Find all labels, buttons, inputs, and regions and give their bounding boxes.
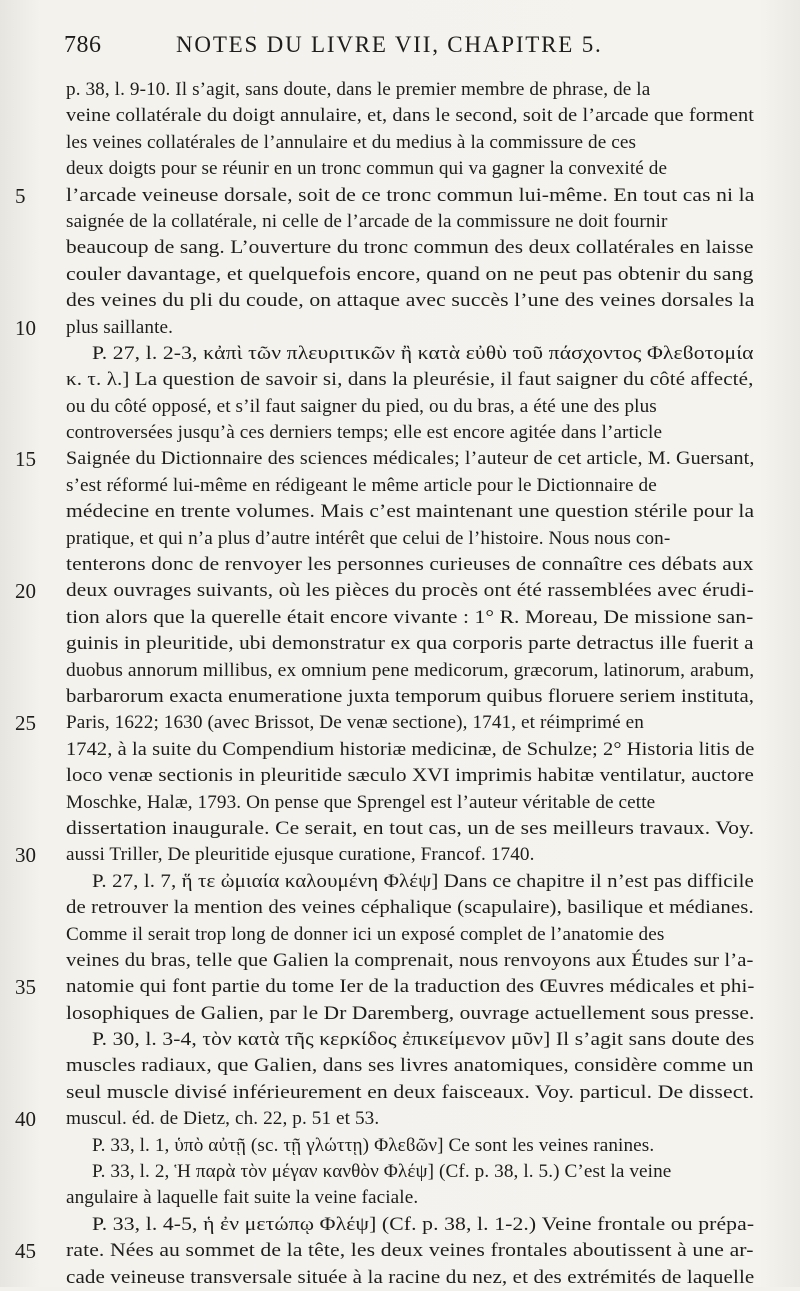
line-number: 15: [15, 447, 36, 472]
line-text: beaucoup de sang. L’ouverture du tronc commun des deux collatérales en laisse: [66, 237, 754, 259]
line-text: duobus annorum millibus, ex omnium pene medicorum, græcorum, latinorum, arabum,: [66, 659, 755, 681]
text-line: [0, 578, 800, 604]
line-number: 5: [15, 183, 26, 208]
text-line: [0, 1106, 800, 1132]
line-text: losophiques de Galien, par le Dr Daremberg, ouvrage actuellement sous presse.: [66, 1002, 755, 1024]
line-text: aussi Triller, De pleuritide ejusque curatione, Francof. 1740.: [66, 844, 535, 866]
line-text: deux ouvrages suivants, où les pièces du procès ont été rassemblées avec érudi-: [66, 580, 754, 602]
text-line: [0, 235, 800, 261]
running-head: NOTES DU LIVRE VII, CHAPITRE 5.: [176, 32, 603, 57]
line-text: guinis in pleuritide, ubi demonstratur ex qua corporis parte detractus ille fuerit a: [66, 633, 754, 655]
text-line: [0, 130, 800, 156]
line-text: veines du bras, telle que Galien la comprenait, nous renvoyons aux Études sur l’a-: [66, 949, 754, 971]
text-line: [0, 394, 800, 420]
text-line: [0, 288, 800, 314]
line-text: muscul. éd. de Dietz, ch. 22, p. 51 et 53.: [66, 1108, 380, 1130]
line-text: P. 27, l. 7, ἥ τε ὠμιαία καλουμένη Φλέψ] Dans ce chapitre il n’est pas difficile: [92, 870, 754, 892]
line-text: couler davantage, et quelquefois encore, quand on ne peut pas obtenir du sang: [66, 263, 754, 285]
text-line: [0, 1027, 800, 1053]
line-number: 30: [15, 843, 36, 868]
line-text: κ. τ. λ.] La question de savoir si, dans la pleurésie, il faut saigner du côté affecté,: [66, 369, 754, 391]
text-line: [0, 183, 800, 209]
line-text: P. 33, l. 1, ὑπὸ αὐτῇ (sc. τῇ γλώττῃ) Φλεϐῶν] Ce sont les veines ranines.: [92, 1134, 655, 1156]
text-line: [0, 710, 800, 736]
text-line: [0, 77, 800, 103]
line-text: P. 33, l. 2, Ἡ παρὰ τὸν μέγαν κανθὸν Φλέψ] (Cf. p. 38, l. 5.) C’est la veine: [92, 1161, 672, 1183]
line-number: 20: [15, 579, 36, 604]
text-line: [0, 842, 800, 868]
text-line: [0, 684, 800, 710]
text-line: [0, 103, 800, 129]
page-number: 786: [64, 32, 102, 58]
line-text: deux doigts pour se réunir en un tronc commun qui va gagner la convexité de: [66, 158, 668, 180]
text-line: [0, 1001, 800, 1027]
text-line: [0, 816, 800, 842]
line-text: veine collatérale du doigt annulaire, et, dans le second, soit de l’arcade que forment: [66, 105, 755, 127]
line-text: tion alors que la querelle était encore vivante : 1° R. Moreau, De missione san-: [66, 606, 754, 628]
text-line: [0, 367, 800, 393]
text-line: [0, 1185, 800, 1211]
text-line: [0, 499, 800, 525]
line-text: Saignée du Dictionnaire des sciences médicales; l’auteur de cet article, M. Guersant,: [66, 448, 755, 470]
line-text: 1742, à la suite du Compendium historiæ medicinæ, de Schulze; 2° Historia litis de: [66, 738, 755, 760]
text-line: [0, 869, 800, 895]
text-line: [0, 631, 800, 657]
line-text: s’est réformé lui-même en rédigeant le même article pour le Dictionnaire de: [66, 474, 657, 496]
text-line: [0, 341, 800, 367]
line-text: Moschke, Halæ, 1793. On pense que Sprengel est l’auteur véritable de cette: [66, 791, 656, 813]
line-text: tenterons donc de renvoyer les personnes curieuses de connaître ces débats aux: [66, 554, 754, 576]
text-line: [0, 1080, 800, 1106]
text-line: [0, 1212, 800, 1238]
line-text: dissertation inaugurale. Ce serait, en tout cas, un de ses meilleurs travaux. Voy.: [66, 817, 755, 839]
text-line: [0, 1053, 800, 1079]
line-text: les veines collatérales de l’annulaire et du medius à la commissure de ces: [66, 131, 637, 153]
text-line: [0, 790, 800, 816]
text-line: [0, 974, 800, 1000]
text-line: [0, 446, 800, 472]
line-text: saignée de la collatérale, ni celle de l’arcade de la commissure ne doit fournir: [66, 210, 668, 232]
text-line: [0, 552, 800, 578]
text-line: [0, 1159, 800, 1185]
text-line: [0, 420, 800, 446]
line-text: P. 27, l. 2-3, κἀπὶ τῶν πλευριτικῶν ἢ κατὰ εὐθὺ τοῦ πάσχοντος Φλεϐοτομία: [92, 342, 754, 364]
text-line: [0, 948, 800, 974]
line-number: 45: [15, 1239, 36, 1264]
line-text: cade veineuse transversale située à la racine du nez, et des extrémités de laquelle: [66, 1266, 755, 1288]
line-number: 40: [15, 1107, 36, 1132]
text-line: [0, 209, 800, 235]
text-line: [0, 658, 800, 684]
text-line: [0, 473, 800, 499]
page-header: [64, 32, 764, 66]
text-line: [0, 526, 800, 552]
text-line: [0, 315, 800, 341]
line-text: des veines du pli du coude, on attaque avec succès l’une des veines dorsales la: [66, 290, 755, 312]
text-line: [0, 1133, 800, 1159]
line-text: angulaire à laquelle fait suite la veine faciale.: [66, 1187, 419, 1209]
line-text: pratique, et qui n’a plus d’autre intérêt que celui de l’histoire. Nous nous con-: [66, 527, 671, 549]
line-text: P. 30, l. 3-4, τὸν κατὰ τῆς κερκίδος ἐπικείμενον μῦν] Il s’agit sans doute des: [92, 1029, 755, 1051]
line-text: médecine en trente volumes. Mais c’est maintenant une question stérile pour la: [66, 501, 755, 523]
line-number: 25: [15, 711, 36, 736]
body-text: [0, 77, 800, 1291]
text-line: [0, 763, 800, 789]
text-line: [0, 1238, 800, 1264]
line-text: muscles radiaux, que Galien, dans ses livres anatomiques, considère comme un: [66, 1055, 754, 1077]
line-text: Comme il serait trop long de donner ici un exposé complet de l’anatomie des: [66, 923, 665, 945]
line-text: barbarorum exacta enumeratione juxta temporum quibus floruere seriem instituta,: [66, 685, 755, 707]
line-text: l’arcade veineuse dorsale, soit de ce tronc commun lui-même. En tout cas ni la: [66, 184, 755, 206]
text-line: [0, 156, 800, 182]
line-text: rate. Nées au sommet de la tête, les deux veines frontales aboutissent à une ar-: [66, 1240, 754, 1262]
line-text: seul muscle divisé inférieurement en deux faisceaux. Voy. particul. De dissect.: [66, 1081, 755, 1103]
line-text: controversées jusqu’à ces derniers temps; elle est encore agitée dans l’article: [66, 422, 663, 444]
text-line: [0, 922, 800, 948]
line-number: 10: [15, 315, 36, 340]
line-text: P. 33, l. 4-5, ἡ ἐν μετώπῳ Φλέψ] (Cf. p. 38, l. 1-2.) Veine frontale ou prépa-: [92, 1213, 755, 1235]
text-line: [0, 262, 800, 288]
line-text: p. 38, l. 9-10. Il s’agit, sans doute, dans le premier membre de phrase, de la: [66, 79, 651, 100]
line-text: plus saillante.: [66, 316, 174, 338]
text-line: [0, 1265, 800, 1291]
line-text: de retrouver la mention des veines céphalique (scapulaire), basilique et médianes.: [66, 897, 754, 919]
text-line: [0, 605, 800, 631]
line-text: natomie qui font partie du tome Ier de la traduction des Œuvres médicales et phi-: [66, 976, 755, 998]
text-line: [0, 895, 800, 921]
line-number: 35: [15, 975, 36, 1000]
text-line: [0, 737, 800, 763]
line-text: loco venæ sectionis in pleuritide sæculo XVI imprimis habitæ ventilatur, auctore: [66, 765, 754, 787]
line-text: ou du côté opposé, et s’il faut saigner du pied, ou du bras, a été une des plus: [66, 395, 657, 417]
line-text: Paris, 1622; 1630 (avec Brissot, De venæ sectione), 1741, et réimprimé en: [66, 712, 644, 734]
